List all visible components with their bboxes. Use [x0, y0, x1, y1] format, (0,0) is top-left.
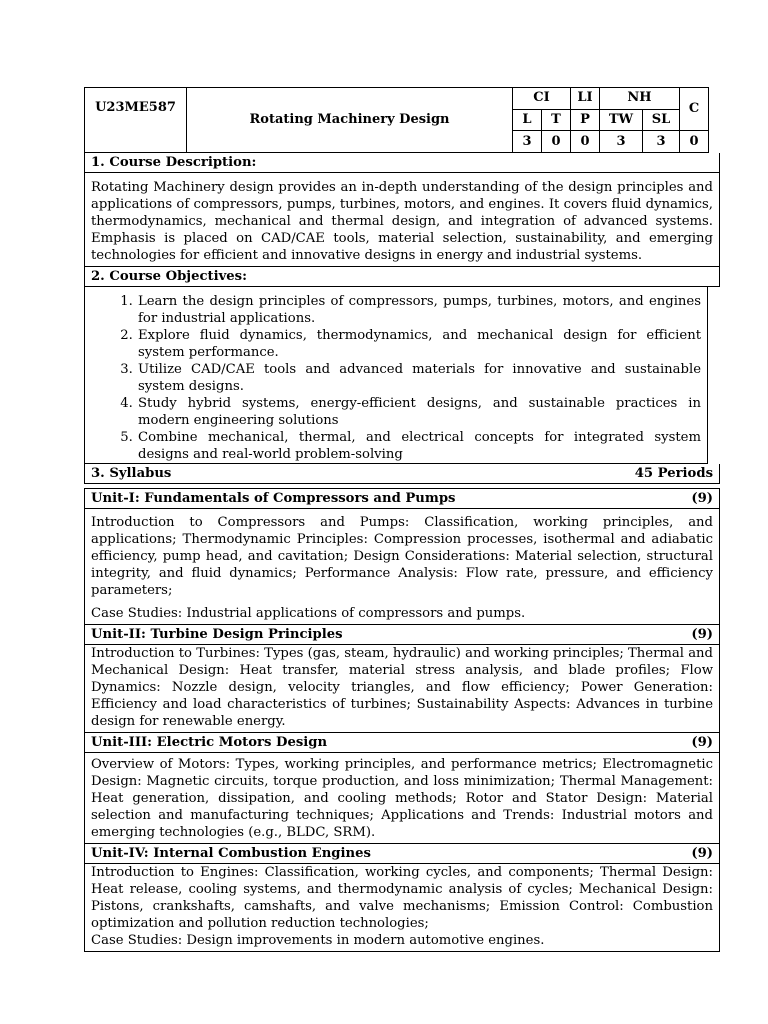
- course-title: Rotating Machinery Design: [187, 88, 513, 153]
- nh-header: NH: [600, 88, 680, 110]
- objective-item: 2. Explore fluid dynamics, thermodynamics, and mechanical design for efficient system performance.: [137, 327, 701, 361]
- syllabus-sheet: [84, 87, 713, 952]
- unit-2-hours: (9): [691, 627, 713, 642]
- unit-3-heading-row: [84, 733, 720, 753]
- objective-item: 4. Study hybrid systems, energy-efficient designs, and sustainable practices in modern engineering solutions: [137, 395, 701, 429]
- unit-1-text: Introduction to Compressors and Pumps: Classification, working principles, and applications; Thermodynamic Principles: Compression processes, isothermal and adiabatic efficiency, pump head, and cavitation; Design Considerations: Material selection, structural integrity, and fluid dynamics; Performance Analysis: Flow rate, pressure, and efficiency parameters;: [91, 515, 713, 598]
- p-value: 0: [571, 131, 600, 153]
- tw-value: 3: [600, 131, 643, 153]
- course-objectives-list: [84, 287, 708, 464]
- unit-4-text: Introduction to Engines: Classification, working cycles, and components; Thermal Design: Heat release, cooling systems, and thermodynamic analysis of cycles; Mechanical Design: Pistons, crankshafts, camshafts, and valve mechanisms; Emission Control: Combustion optimization and pollution reduction technologies;: [91, 865, 713, 931]
- course-description-paragraph: Rotating Machinery design provides an in-depth understanding of the design principles and applications of compressors, pumps, turbines, motors, and engines. It covers fluid dynamics, thermodynamics, mechanical and thermal design, and integration of advanced systems. Emphasis is placed on CAD/CAE tools, material selection, sustainability, and emerging technologies for efficient and innovative designs in energy and industrial systems.: [91, 180, 713, 263]
- c-value: 0: [680, 131, 709, 153]
- unit-4-case-studies: Case Studies: Design improvements in modern automotive engines.: [91, 933, 545, 948]
- unit-4-title: Unit-IV: Internal Combustion Engines: [91, 846, 371, 861]
- syllabus-heading-row: [84, 464, 720, 484]
- p-header: P: [571, 109, 600, 131]
- unit-4-hours: (9): [691, 846, 713, 861]
- course-objectives-heading: 2. Course Objectives:: [84, 267, 720, 287]
- syllabus-periods: 45 Periods: [634, 466, 713, 481]
- unit-3-text: Overview of Motors: Types, working principles, and performance metrics; Electromagnetic Design: Magnetic circuits, torque production, and loss minimization; Thermal Management: Heat generation, dissipation, and cooling methods; Rotor and Stator Design: Material selection and manufacturing techniques; Applications and Trends: Industrial motors and emerging technologies (e.g., BLDC, SRM).: [91, 757, 713, 840]
- course-header-table: [84, 87, 709, 153]
- unit-3-hours: (9): [691, 735, 713, 750]
- unit-4-heading-row: [84, 844, 720, 864]
- syllabus-heading: 3. Syllabus: [91, 466, 172, 481]
- unit-3-content: [84, 753, 720, 844]
- course-description-text: [84, 173, 720, 267]
- t-value: 0: [542, 131, 571, 153]
- sl-value: 3: [643, 131, 680, 153]
- unit-3-title: Unit-III: Electric Motors Design: [91, 735, 328, 750]
- course-description-heading: 1. Course Description:: [84, 153, 720, 173]
- objective-item: 5. Combine mechanical, thermal, and electrical concepts for integrated system designs and real-world problem-solving: [137, 429, 701, 463]
- unit-2-text: Introduction to Turbines: Types (gas, steam, hydraulic) and working principles; Thermal and Mechanical Design: Heat transfer, material stress analysis, and blade profiles; Flow Dynamics: Nozzle design, velocity triangles, and flow efficiency; Power Generation: Efficiency and load characteristics of turbines; Sustainability Aspects: Advances in turbine design for renewable energy.: [91, 646, 713, 729]
- tw-header: TW: [600, 109, 643, 131]
- unit-2-heading-row: [84, 625, 720, 645]
- l-header: L: [513, 109, 542, 131]
- course-code: U23ME587: [85, 88, 187, 153]
- l-value: 3: [513, 131, 542, 153]
- ci-header: CI: [513, 88, 571, 110]
- unit-4-content: [84, 864, 720, 952]
- t-header: T: [542, 109, 571, 131]
- objective-item: 1. Learn the design principles of compressors, pumps, turbines, motors, and engines for industrial applications.: [137, 293, 701, 327]
- c-header: C: [680, 88, 709, 131]
- unit-1-content: [84, 509, 720, 625]
- unit-1-case-studies: Case Studies: Industrial applications of compressors and pumps.: [91, 606, 526, 621]
- unit-1-heading-row: [84, 488, 720, 509]
- unit-1-hours: (9): [691, 491, 713, 506]
- sl-header: SL: [643, 109, 680, 131]
- unit-1-title: Unit-I: Fundamentals of Compressors and Pumps: [91, 491, 456, 506]
- unit-2-content: [84, 645, 720, 733]
- li-header: LI: [571, 88, 600, 110]
- unit-2-title: Unit-II: Turbine Design Principles: [91, 627, 343, 642]
- objective-item: 3. Utilize CAD/CAE tools and advanced materials for innovative and sustainable system designs.: [137, 361, 701, 395]
